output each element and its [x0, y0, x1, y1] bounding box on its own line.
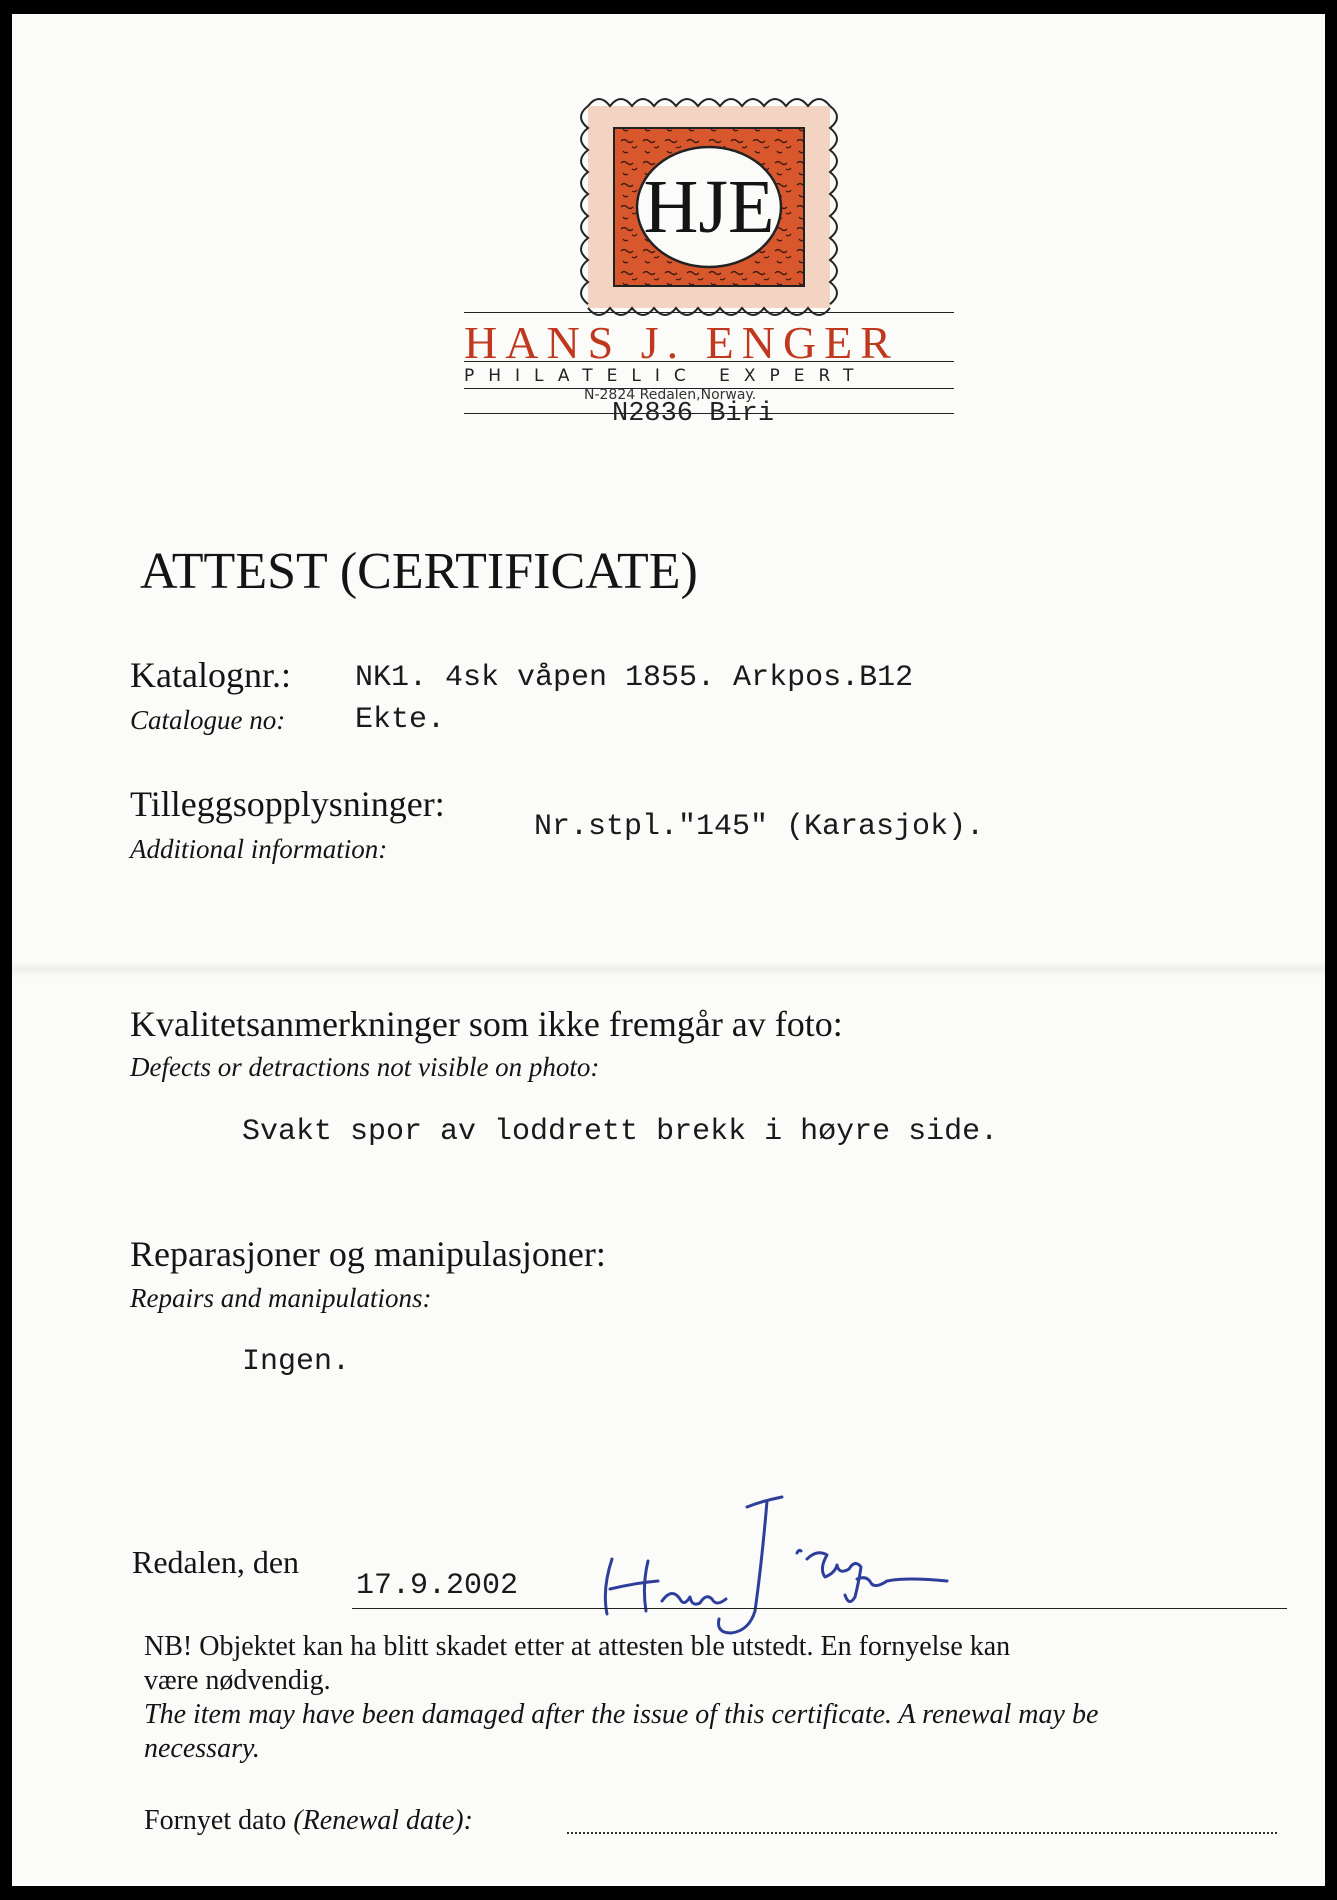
renewal-date-field: [567, 1832, 1277, 1834]
notice-no-line1: NB! Objektet kan ha blitt skadet etter at attesten ble utstedt. En fornyelse kan: [144, 1631, 1011, 1662]
page-title: ATTEST (CERTIFICATE): [140, 543, 698, 600]
place-label: Redalen, den: [132, 1544, 300, 1580]
hje-logo-stamp: [574, 92, 844, 322]
printed-address: N-2824 Redalen,Norway.: [584, 387, 757, 403]
firm-name: HANS J. ENGER: [464, 317, 899, 368]
certificate-page: [12, 14, 1325, 1886]
defects-value: Svakt spor av loddrett brekk i høyre side.: [242, 1115, 999, 1149]
issue-date: 17.9.2002: [356, 1569, 519, 1603]
additional-value: Nr.stpl."145" (Karasjok).: [534, 810, 985, 844]
notice-en-line2: necessary.: [144, 1733, 260, 1764]
additional-label: Tilleggsopplysninger:: [130, 784, 445, 824]
repairs-label: Reparasjoner og manipulasjoner:: [130, 1234, 606, 1274]
renewal-label-row: [144, 1804, 473, 1838]
signature-line: [352, 1608, 1287, 1609]
repairs-value: Ingen.: [242, 1345, 351, 1379]
catalogue-value: NK1. 4sk våpen 1855. Arkpos.B12: [355, 661, 914, 695]
catalogue-value-2: Ekte.: [355, 703, 446, 737]
logo-monogram: HJE: [643, 165, 775, 249]
signature: [582, 1489, 992, 1639]
divider: [464, 312, 954, 313]
firm-subtitle: PHILATELIC EXPERT: [464, 366, 868, 386]
defects-label: Kvalitetsanmerkninger som ikke fremgår av foto:: [130, 1004, 843, 1044]
notice-no-line2: være nødvendig.: [144, 1665, 331, 1696]
renewal-label: Fornyet dato: [144, 1805, 287, 1836]
additional-label-en: Additional information:: [130, 834, 388, 864]
defects-label-en: Defects or detractions not visible on photo:: [130, 1052, 600, 1082]
stamped-address: N2836 Biri: [612, 399, 775, 429]
catalogue-label: Katalognr.:: [130, 655, 291, 695]
paper-fold: [12, 961, 1325, 979]
repairs-label-en: Repairs and manipulations:: [130, 1283, 432, 1313]
notice-en-line1: The item may have been damaged after the issue of this certificate. A renewal may be: [144, 1699, 1099, 1730]
catalogue-label-en: Catalogue no:: [130, 705, 286, 735]
divider: [464, 361, 954, 362]
renewal-label-en: (Renewal date):: [293, 1805, 473, 1836]
